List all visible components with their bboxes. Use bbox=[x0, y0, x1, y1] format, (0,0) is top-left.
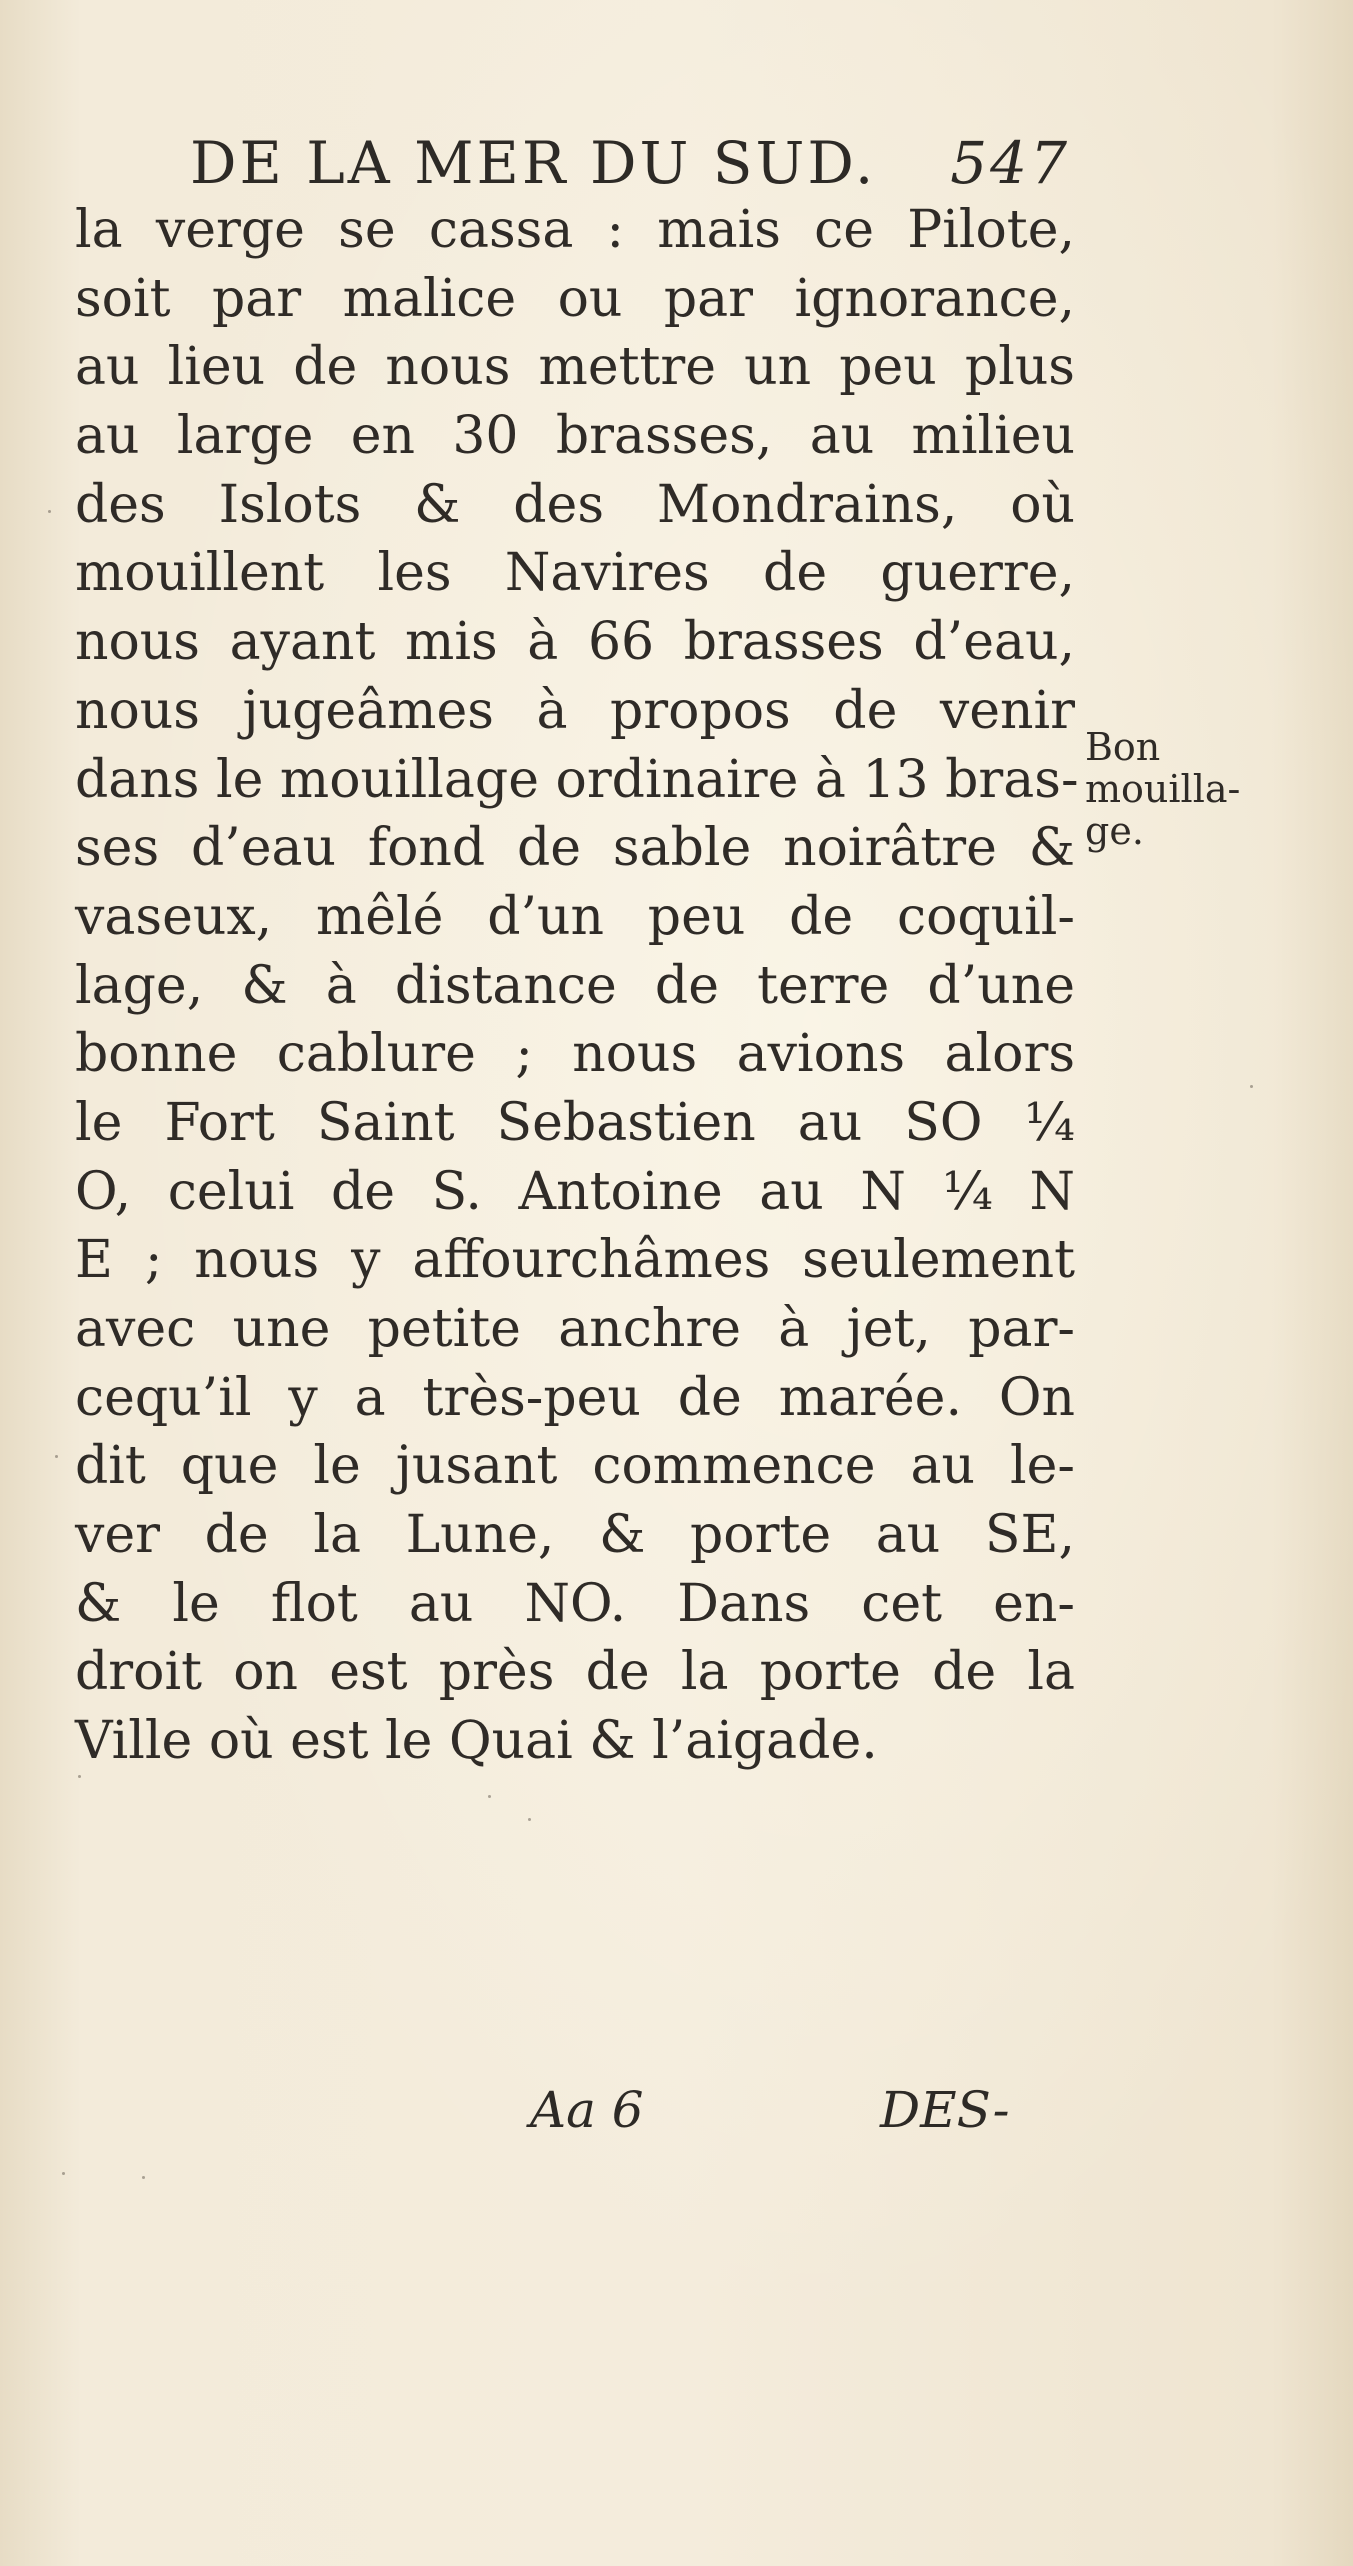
paper-speck bbox=[142, 2176, 145, 2179]
text-line: le Fort Saint Sebastien au SO ¼ bbox=[75, 1092, 1075, 1153]
text-line: nous jugeâmes à propos de venir bbox=[75, 680, 1075, 741]
text-line: lage, & à distance de terre d’une bbox=[75, 955, 1075, 1016]
paper-speck bbox=[78, 1775, 81, 1778]
page-header bbox=[190, 128, 1070, 198]
page-number: 547 bbox=[950, 129, 1070, 197]
text-line: soit par malice ou par ignorance, bbox=[75, 268, 1075, 329]
text-line: O, celui de S. Antoine au N ¼ N bbox=[75, 1161, 1075, 1222]
text-line: mouillent les Navires de guerre, bbox=[75, 543, 1075, 604]
text-line: vaseux, mêlé d’un peu de coquil- bbox=[75, 886, 1075, 947]
paper-speck bbox=[55, 1455, 58, 1458]
text-line: & le flot au NO. Dans cet en- bbox=[75, 1573, 1075, 1634]
text-line: la verge se cassa : mais ce Pilote, bbox=[75, 200, 1075, 260]
page-footer bbox=[0, 2080, 1353, 2140]
text-line: des Islots & des Mondrains, où bbox=[75, 474, 1075, 535]
text-line: droit on est près de la porte de la bbox=[75, 1642, 1075, 1703]
margin-note-line: ge. bbox=[1085, 809, 1144, 853]
body-text bbox=[75, 196, 1079, 1776]
paper-speck bbox=[488, 1795, 491, 1798]
margin-note-line: Bon bbox=[1085, 725, 1161, 769]
text-line: ses d’eau fond de sable noirâtre & bbox=[75, 818, 1075, 879]
paper-speck bbox=[62, 2172, 65, 2175]
paper-speck bbox=[1250, 1085, 1253, 1088]
running-title: DE LA MER DU SUD. bbox=[190, 129, 877, 197]
text-line: au large en 30 brasses, au milieu bbox=[75, 406, 1075, 467]
catchword: DES- bbox=[880, 2081, 1010, 2139]
signature-mark: Aa 6 bbox=[530, 2081, 644, 2139]
text-line: avec une petite anchre à jet, par- bbox=[75, 1299, 1075, 1359]
text-line-last: Ville où est le Quai & l’aigade. bbox=[75, 1711, 878, 1772]
text-line: dit que le jusant commence au le- bbox=[75, 1436, 1075, 1497]
text-line: ver de la Lune, & porte au SE, bbox=[75, 1505, 1075, 1566]
margin-note bbox=[1085, 726, 1245, 852]
text-line: cequ’il y a très-peu de marée. On bbox=[75, 1367, 1075, 1428]
paper-speck bbox=[528, 1818, 531, 1821]
text-line: E ; nous y affourchâmes seulement bbox=[75, 1230, 1075, 1291]
paper-speck bbox=[48, 510, 51, 513]
margin-note-line: mouilla- bbox=[1085, 767, 1241, 811]
text-line: dans le mouillage ordinaire à 13 bras- bbox=[75, 749, 1079, 810]
text-line: bonne cablure ; nous avions alors bbox=[75, 1024, 1075, 1085]
text-line: nous ayant mis à 66 brasses d’eau, bbox=[75, 612, 1075, 673]
text-line: au lieu de nous mettre un peu plus bbox=[75, 337, 1075, 398]
